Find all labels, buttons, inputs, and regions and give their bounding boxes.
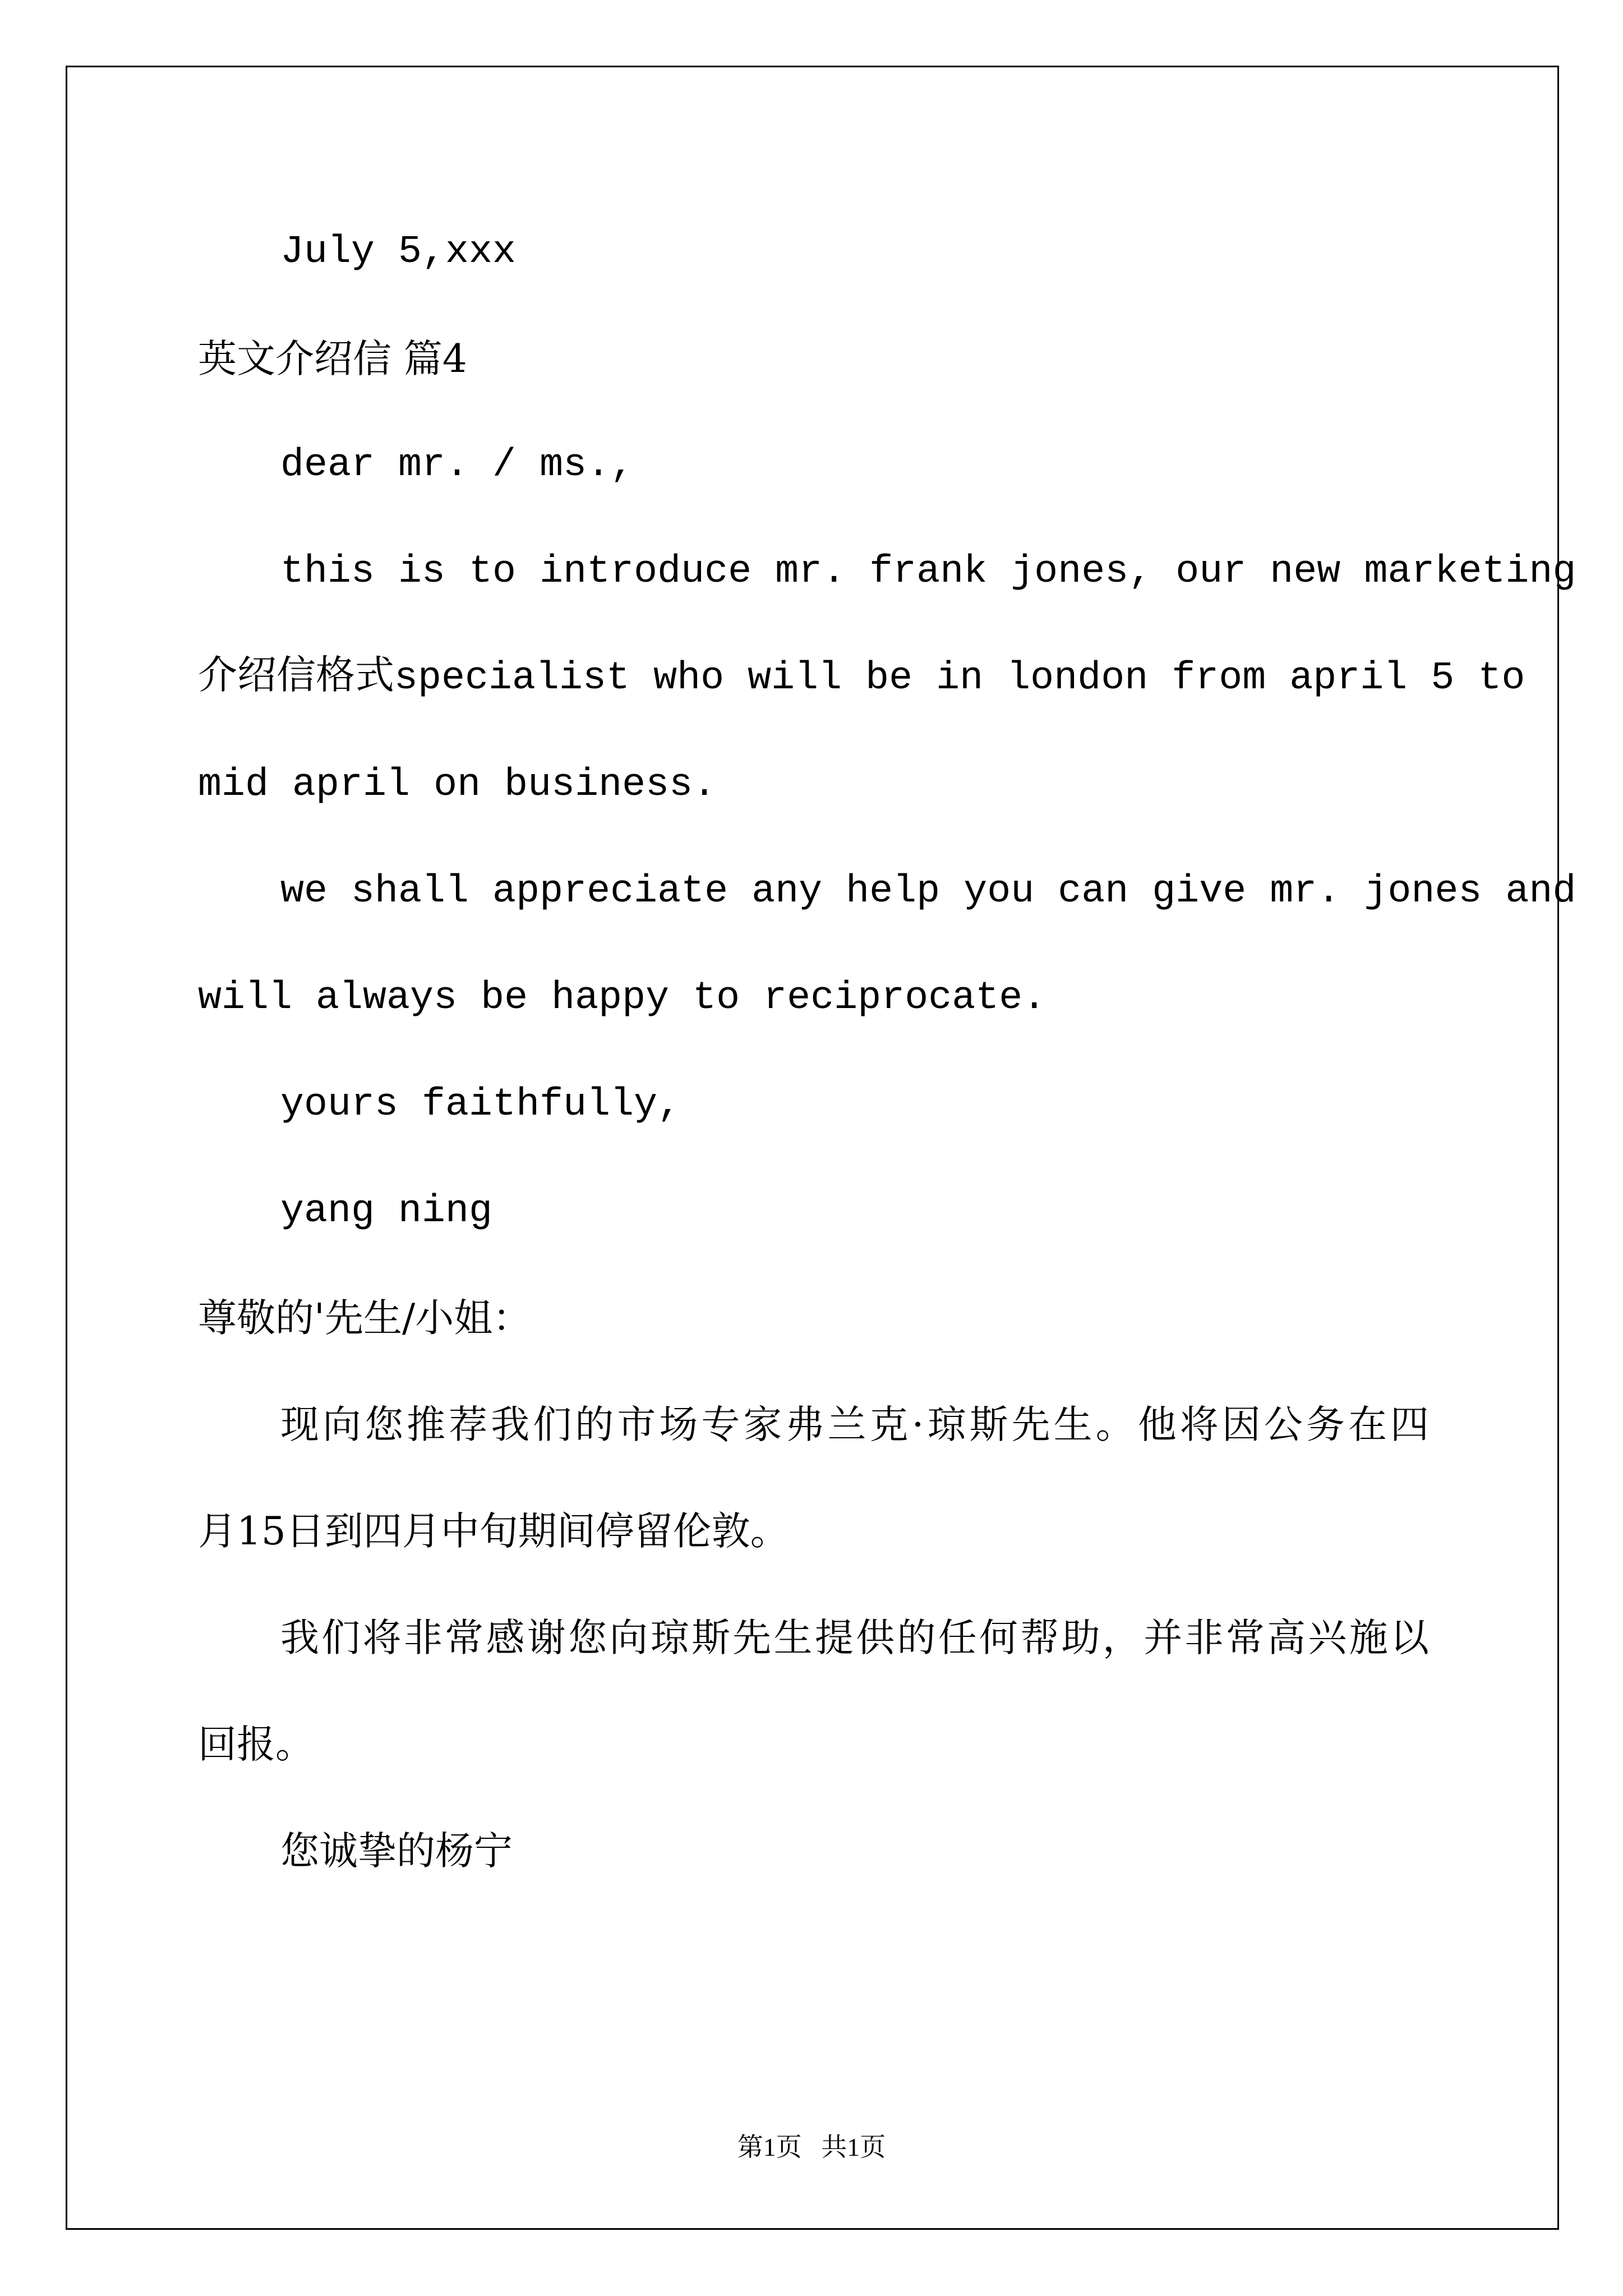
english-body-line-3: mid april on business. <box>198 763 717 807</box>
chinese-signature: 您诚挚的杨宁 <box>280 1829 513 1874</box>
english-salutation: dear mr. / ms., <box>280 443 634 487</box>
chinese-body-line-2: 月15日到四月中旬期间停留伦敦。 <box>198 1509 789 1554</box>
chinese-body-line-3: 我们将非常感谢您向琼斯先生提供的任何帮助，并非常高兴施以 <box>280 1616 1429 1660</box>
chinese-body-line-1: 现向您推荐我们的市场专家弗兰克·琼斯先生。他将因公务在四 <box>280 1402 1429 1447</box>
chinese-body-line-4: 回报。 <box>198 1722 314 1767</box>
letter-date: July 5,xxx <box>280 230 517 274</box>
chinese-salutation: 尊敬的'先生/小姐： <box>198 1296 532 1341</box>
page-footer: 第1页 共1页 <box>737 2133 886 2161</box>
english-body-line-2: 介绍信格式specialist who will be in london from april 5 to <box>198 656 1525 701</box>
page-border <box>66 66 1576 2230</box>
english-body-line-1: this is to introduce mr. frank jones, our new marketing <box>280 550 1576 594</box>
english-body-line-4: we shall appreciate any help you can give mr. jones and <box>280 869 1576 914</box>
section-heading: 英文介绍信 篇4 <box>198 337 467 381</box>
english-closing: yours faithfully, <box>280 1083 681 1127</box>
english-body-line-5: will always be happy to reciprocate. <box>198 976 1046 1020</box>
english-signature: yang ning <box>280 1189 493 1234</box>
